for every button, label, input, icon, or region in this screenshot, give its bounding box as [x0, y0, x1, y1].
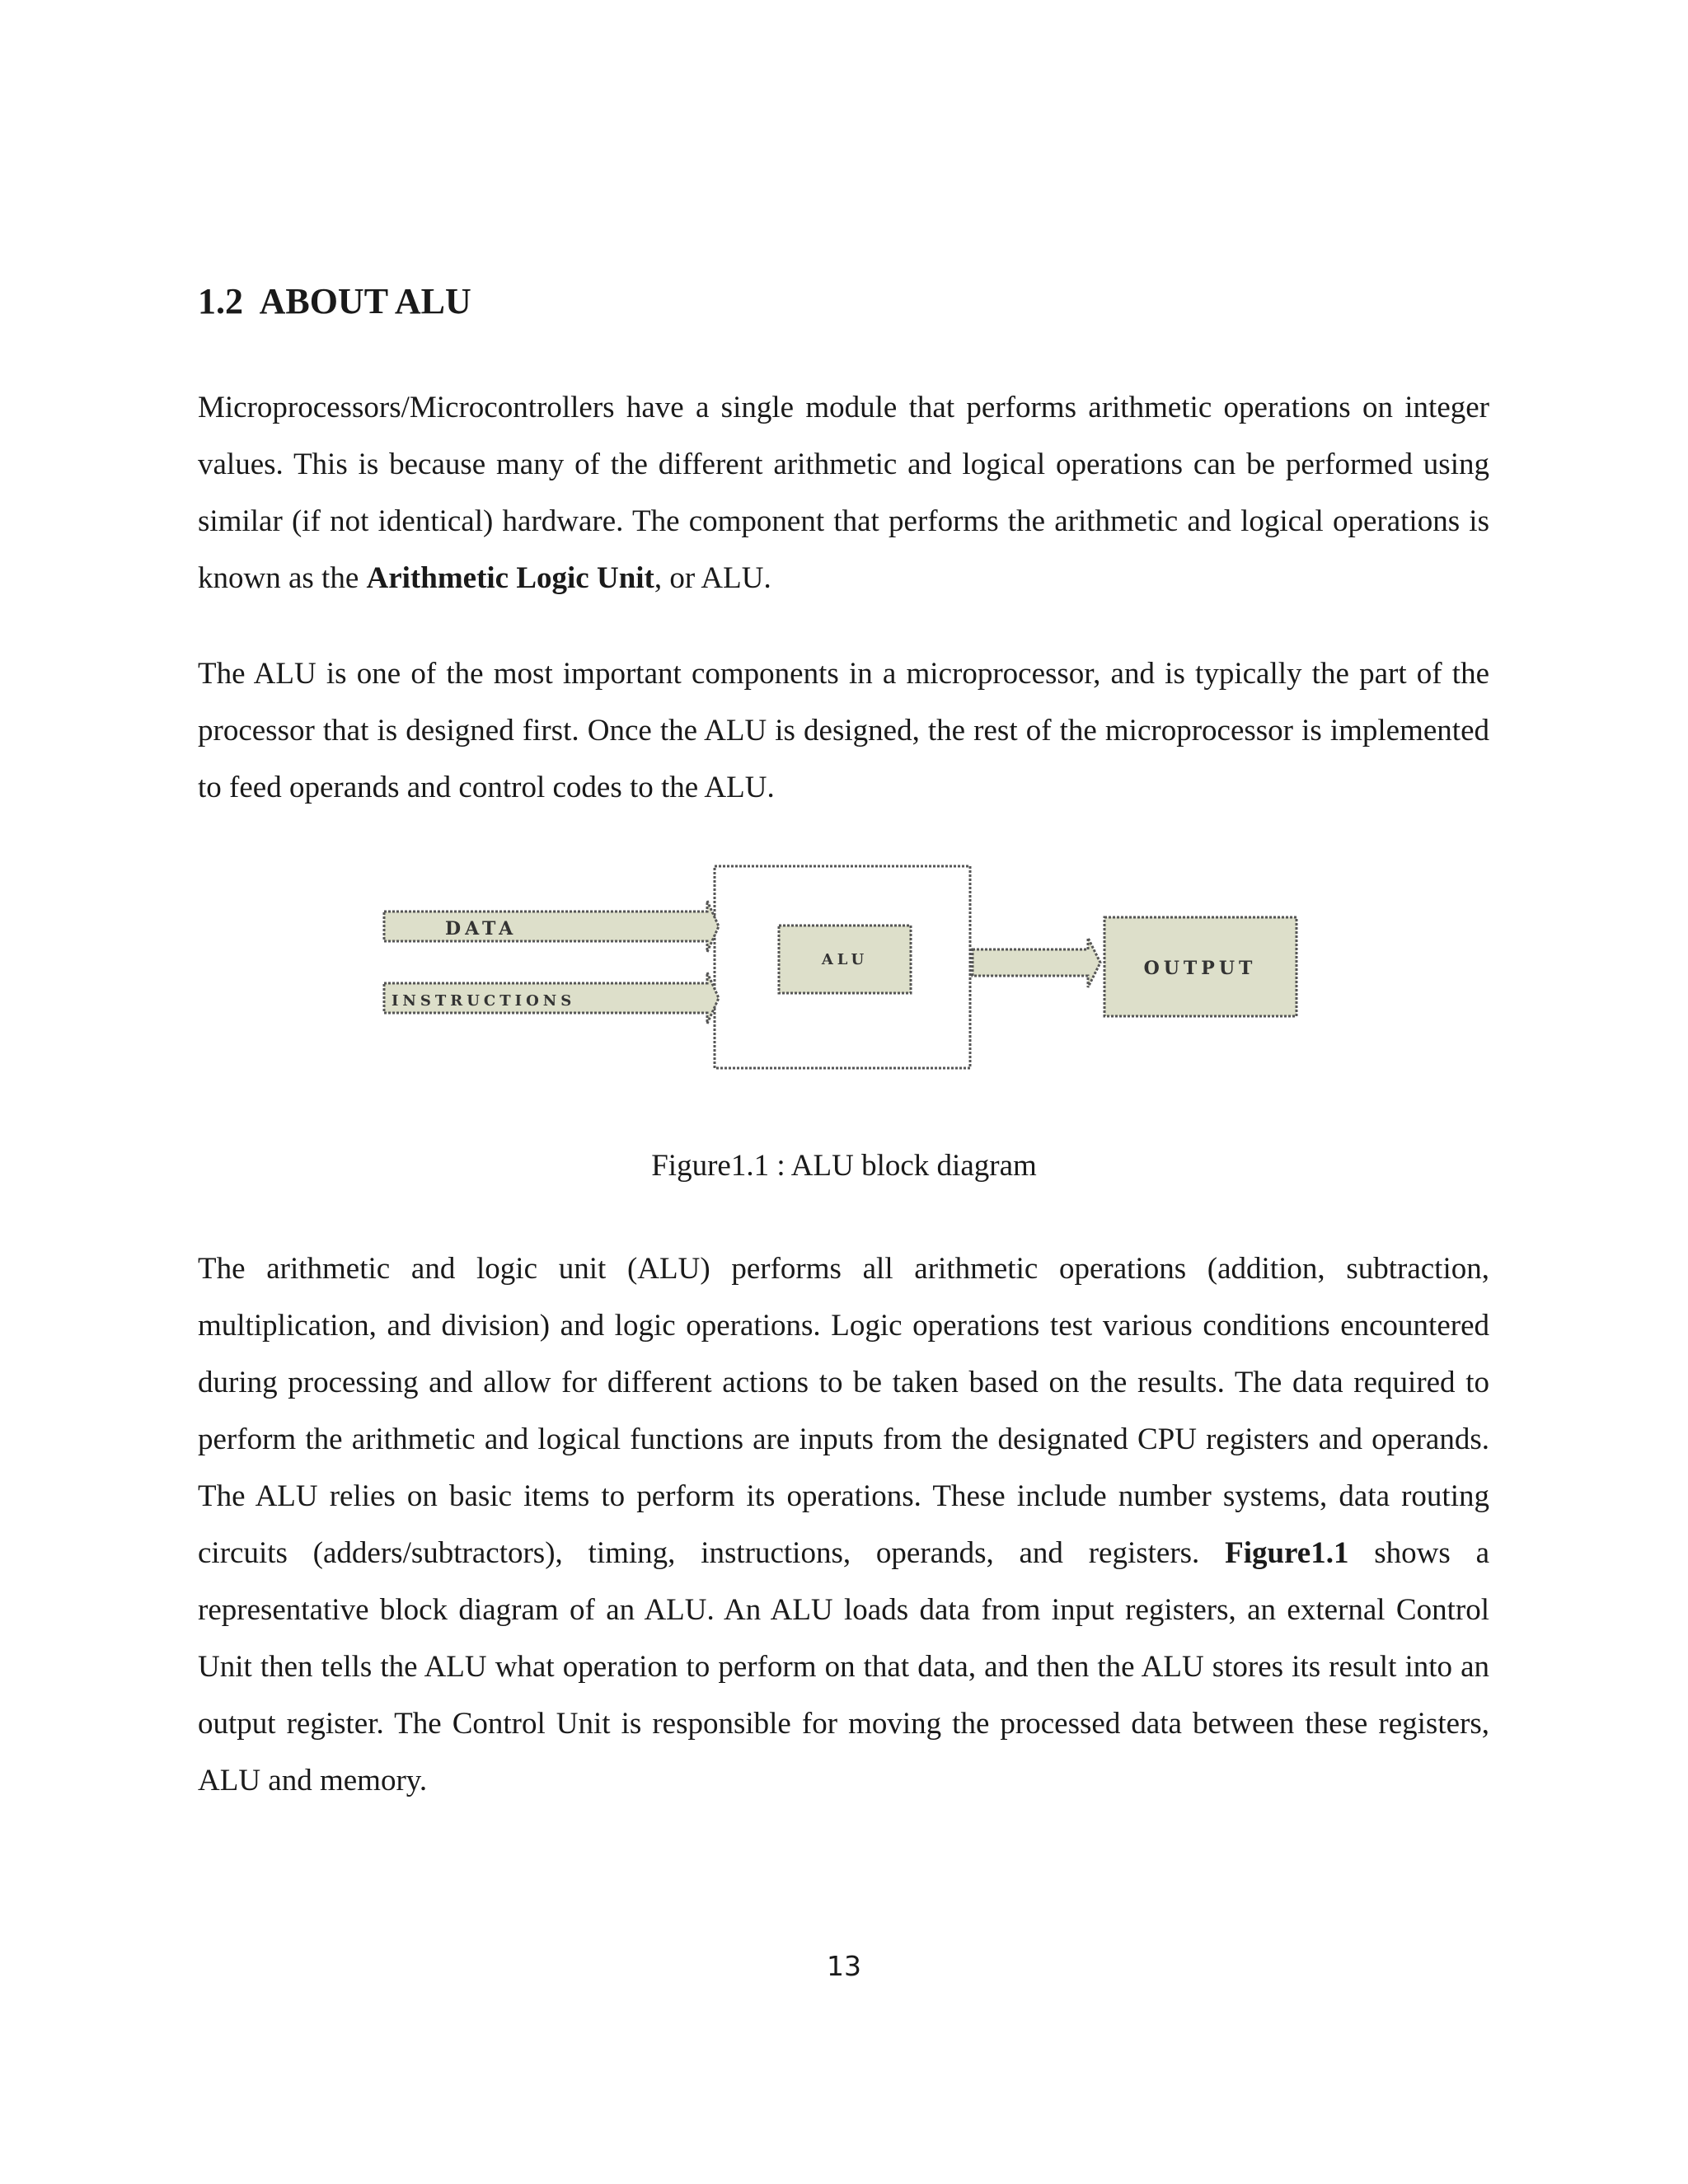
section-heading — [198, 280, 471, 322]
alu-box — [779, 926, 911, 993]
figure-caption: Figure1.1 : ALU block diagram — [651, 1149, 1037, 1183]
paragraph-3 — [198, 1240, 1489, 1809]
paragraph-2: The ALU is one of the most important components in a microprocessor, and is typically the part of the processor that is designed first. Once the ALU is designed, the rest of the microprocessor is implemented to feed operands and control codes to the ALU. — [198, 657, 1489, 804]
paragraph-1-bold-term: Arithmetic Logic Unit — [366, 561, 654, 595]
page-number: 13 — [827, 1950, 861, 1982]
alu-block-diagram — [379, 864, 1311, 1086]
paragraph-1-text: Microprocessors/Microcontrollers have a single module that performs arithmetic operations on integer values. This is because many of the different arithmetic and logical operations can be performed using similar (if not identical) hardware. The component that performs the arithmetic and logical operations is known as the — [198, 391, 1489, 595]
paragraph-3-end: shows a representative block diagram of an ALU. An ALU loads data from input registers, an external Control Unit then tells the ALU what operation to perform on that data, and then the ALU stores its result into an output register. The Control Unit is responsible for moving the processed data between these registers, ALU and memory. — [198, 1536, 1489, 1797]
alu-label: ALU — [821, 951, 869, 968]
paragraph-1-end: , or ALU. — [654, 561, 771, 595]
instructions-input-arrow — [384, 972, 719, 1024]
section-title: ABOUT ALU — [259, 281, 471, 321]
instructions-label: INSTRUCTIONS — [392, 992, 576, 1010]
output-box — [1104, 917, 1296, 1016]
figure-reference: Figure1.1 — [1225, 1536, 1349, 1570]
paragraph-3-text: The arithmetic and logic unit (ALU) performs all arithmetic operations (addition, subtraction, multiplication, and division) and logic operations. Logic operations test various conditions encountered during processing and allow for different actions to be taken based on the results. The data required to perform the arithmetic and logical functions are inputs from the designated CPU registers and operands. The ALU relies on basic items to perform its operations. These include number systems, data routing circuits (adders/subtractors), timing, instructions, operands, and registers. — [198, 1252, 1489, 1570]
paragraph-1 — [198, 379, 1489, 607]
output-arrow — [973, 938, 1100, 987]
data-label: DATA — [445, 918, 518, 940]
section-number: 1.2 — [198, 281, 243, 321]
output-label: OUTPUT — [1143, 958, 1257, 979]
data-input-arrow — [384, 901, 719, 952]
